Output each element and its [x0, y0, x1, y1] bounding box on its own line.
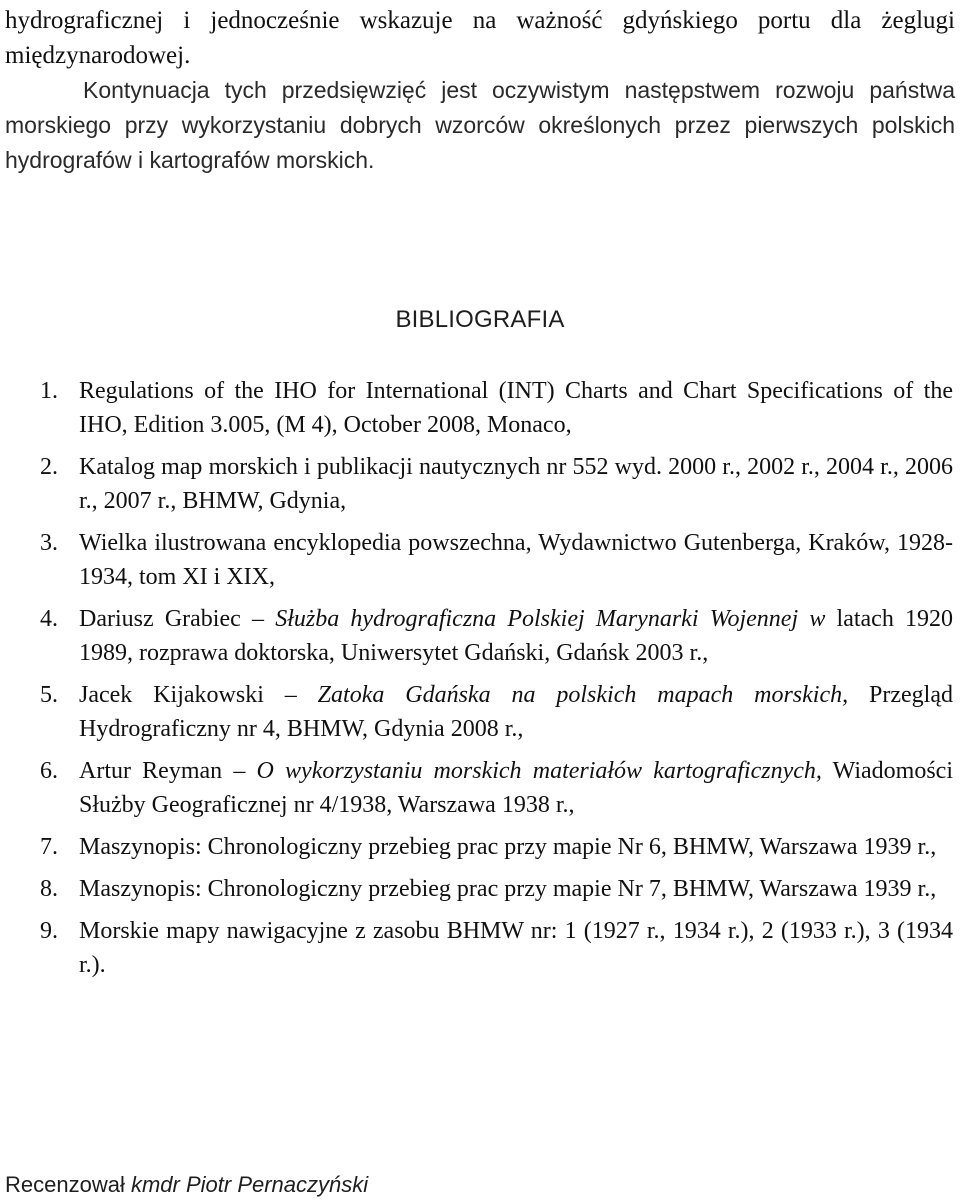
entry-title: Służba hydrograficzna Polskiej Marynarki Wojennej w — [275, 606, 826, 632]
entry-text: Katalog map morskich i publikacji nautycznych nr 552 wyd. 2000 r., 2002 r., 2004 r., 2006 r., 2007 r., BHMW, Gdynia, — [79, 454, 953, 514]
entry-text: Wielka ilustrowana encyklopedia powszechna, Wydawnictwo Gutenberga, Kraków, 1928-1934, tom XI i XIX, — [79, 530, 953, 590]
entry-number: 8. — [40, 876, 58, 902]
continuation-paragraph: Kontynuacja tych przedsięwzięć jest oczywistym następstwem rozwoju państwa morskiego przy wykorzystaniu dobrych wzorców określonych przez pierwszych polskich hydrografów i kartografów morskich. — [5, 77, 955, 173]
entry-number: 2. — [40, 454, 58, 480]
entry-text — [79, 678, 953, 746]
intro-paragraph: hydrograficznej i jednocześnie wskazuje na ważność gdyńskiego portu dla żeglugi międzynarodowej. — [5, 7, 955, 69]
entry-text: Morskie mapy nawigacyjne z zasobu BHMW nr: 1 (1927 r., 1934 r.), 2 (1933 r.), 3 (1934 r.). — [79, 918, 953, 978]
entry-title: Zatoka Gdańska na polskich mapach morskich, — [317, 682, 849, 708]
reviewer-prefix: Recenzował — [5, 1172, 125, 1197]
entry-number: 3. — [40, 530, 58, 556]
bibliography-entry-8 — [40, 872, 953, 906]
entry-author: Artur Reyman — [79, 758, 223, 784]
reviewer-name: kmdr Piotr Pernaczyński — [130, 1172, 369, 1197]
entry-number: 1. — [40, 378, 58, 404]
bibliography-entry-3 — [40, 526, 953, 594]
entry-rest: Przegląd Hydrograficzny nr 4, BHMW, Gdynia 2008 r., — [79, 682, 953, 742]
entry-title: O wykorzystaniu morskich materiałów kartograficznych, — [256, 758, 822, 784]
entry-text: Regulations of the IHO for International (INT) Charts and Chart Specifications of the IHO, Edition 3.005, (M 4), October 2008, Monaco, — [79, 378, 953, 438]
entry-author: Dariusz Grabiec — [79, 606, 241, 632]
entry-number: 6. — [40, 758, 58, 784]
bibliography-entry-6 — [40, 754, 953, 822]
entry-text — [79, 602, 953, 670]
bibliography-entry-5 — [40, 678, 953, 746]
entry-rest: Wiadomości Służby Geograficznej nr 4/1938, Warszawa 1938 r., — [79, 758, 953, 818]
entry-text — [79, 754, 953, 822]
entry-text: Maszynopis: Chronologiczny przebieg prac przy mapie Nr 6, BHMW, Warszawa 1939 r., — [79, 834, 937, 860]
entry-number: 4. — [40, 606, 58, 632]
entry-rest: latach 1920 1989, rozprawa doktorska, Uniwersytet Gdański, Gdańsk 2003 r., — [79, 606, 954, 666]
entry-author: Jacek Kijakowski — [79, 682, 264, 708]
bibliography-list — [40, 374, 953, 990]
entry-number: 5. — [40, 682, 58, 708]
bibliography-entry-2 — [40, 450, 953, 518]
bibliography-entry-9 — [40, 914, 953, 982]
entry-number: 7. — [40, 834, 58, 860]
bibliography-entry-4 — [40, 602, 953, 670]
bibliography-entry-1 — [40, 374, 953, 442]
entry-dash: – — [233, 758, 246, 784]
reviewer-note — [5, 1170, 368, 1200]
entry-dash: – — [284, 682, 297, 708]
entry-dash: – — [251, 606, 264, 632]
bibliography-entry-7 — [40, 830, 953, 864]
entry-number: 9. — [40, 918, 58, 944]
entry-text: Maszynopis: Chronologiczny przebieg prac przy mapie Nr 7, BHMW, Warszawa 1939 r., — [79, 876, 937, 902]
bibliography-heading: BIBLIOGRAFIA — [395, 306, 565, 333]
